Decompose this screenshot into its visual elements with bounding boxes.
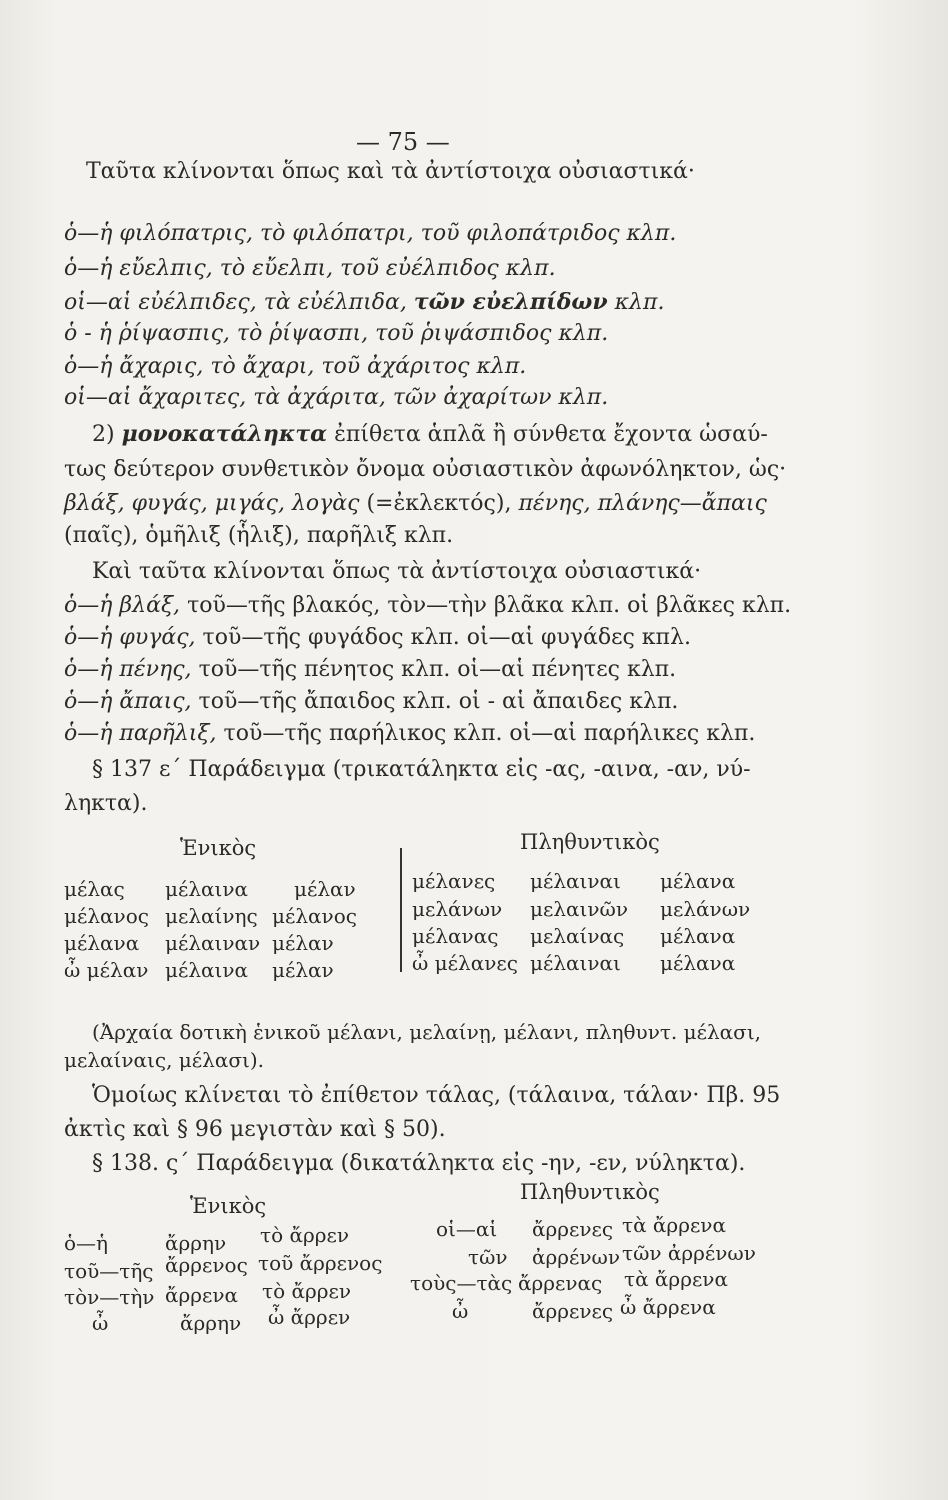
- table2-plural-header: Πληθυντικὸς: [520, 1180, 660, 1204]
- table1-cell: μέλαν: [294, 877, 356, 901]
- text-line: (παῖς), ὁμῆλιξ (ἧλιξ), παρῆλιξ κλπ.: [64, 523, 454, 548]
- text-line: Καὶ ταῦτα κλίνονται ὅπως τὰ ἀντίστοιχα οὐσιαστικά·: [92, 559, 702, 584]
- table2-cell: ὦ: [452, 1299, 469, 1323]
- table2-cell: οἱ—αἱ: [436, 1217, 498, 1241]
- table2-cell: τῶν: [468, 1245, 508, 1269]
- table2-singular-header: Ἑνικὸς: [190, 1194, 267, 1218]
- text-line: Ὁμοίως κλίνεται τὸ ἐπίθετον τάλας, (τάλαινα, τάλαν· Πβ. 95: [92, 1083, 781, 1108]
- table1-cell: μέλανα: [64, 931, 140, 955]
- table1-cell: μελαίνας: [530, 924, 625, 948]
- text-line: 2) μονοκατάληκτα ἐπίθετα ἁπλᾶ ἢ σύνθετα ἔχοντα ὡσαύ-: [92, 421, 768, 447]
- table2-cell: τὸν—τὴν: [64, 1285, 155, 1309]
- table1-cell: ὦ μέλανες: [412, 951, 518, 975]
- text-line: ὁ—ἡ ἄπαις, τοῦ—τῆς ἄπαιδος κλπ. οἱ - αἱ ἄπαιδες κλπ.: [64, 689, 679, 714]
- text-line: ὁ—ἡ εὔελπις, τὸ εὔελπι, τοῦ εὐέλπιδος κλπ.: [64, 256, 556, 281]
- table1-cell: μελαίνης: [165, 904, 258, 928]
- table1-cell: μέλαινα: [165, 958, 249, 982]
- text-line: βλάξ, φυγάς, μιγάς, λογὰς (=ἐκλεκτός), πένης, πλάνης—ἄπαις: [64, 491, 767, 516]
- table1-cell: ὦ μέλαν: [64, 958, 149, 982]
- text-line: ὁ—ἡ παρῆλιξ, τοῦ—τῆς παρήλικος κλπ. οἱ—αἱ παρήλικες κλπ.: [64, 721, 756, 746]
- table2-cell: τὸ ἄρρεν: [262, 1279, 352, 1303]
- text-line: ὁ—ἡ πένης, τοῦ—τῆς πένητος κλπ. οἱ—αἱ πένητες κλπ.: [64, 657, 677, 682]
- text-line: (Ἀρχαία δοτικὴ ἑνικοῦ μέλανι, μελαίνῃ, μέλανι, πληθυντ. μέλασι,: [92, 1020, 762, 1044]
- table2-cell: τοὺς—τὰς: [410, 1271, 513, 1295]
- table-divider: [400, 848, 402, 972]
- table1-cell: μέλας: [64, 877, 125, 901]
- table2-cell: ἄρρην: [180, 1311, 242, 1335]
- table2-cell: ὦ ἄρρενα: [620, 1295, 716, 1319]
- table2-cell: τὰ ἄρρενα: [622, 1213, 726, 1237]
- table1-cell: μελαινῶν: [530, 897, 629, 921]
- table2-cell: τῶν ἀρρένων: [622, 1241, 756, 1265]
- table2-cell: τὸ ἄρρεν: [260, 1223, 350, 1247]
- text-line: ὁ—ἡ ἄχαρις, τὸ ἄχαρι, τοῦ ἀχάριτος κλπ.: [64, 354, 527, 379]
- table1-cell: μέλαν: [272, 958, 334, 982]
- text-line: ληκτα).: [64, 791, 148, 816]
- table1-cell: μέλαν: [272, 931, 334, 955]
- table1-cell: μέλαινα: [165, 877, 249, 901]
- text-line: τως δεύτερον συνθετικὸν ὄνομα οὐσιαστικὸν ἀφωνόληκτον, ὡς·: [64, 457, 787, 482]
- table2-cell: ὦ ἄρρεν: [268, 1305, 351, 1329]
- table1-singular-header: Ἑνικὸς: [180, 836, 257, 860]
- table1-cell: μέλανας: [412, 924, 499, 948]
- table2-cell: ἄρρην: [165, 1231, 227, 1255]
- text-line: οἱ—αἱ ἄχαριτες, τὰ ἀχάριτα, τῶν ἀχαρίτων κλπ.: [64, 385, 609, 410]
- text-line: μελαίναις, μέλασι).: [64, 1048, 264, 1072]
- table1-plural-header: Πληθυντικὸς: [520, 830, 660, 854]
- table2-cell: ἄρρενος: [165, 1253, 248, 1277]
- table1-cell: μελάνων: [660, 897, 751, 921]
- table2-cell: ἀρρένων: [532, 1245, 621, 1269]
- table2-cell: ὦ: [92, 1311, 109, 1335]
- table2-cell: τοῦ—τῆς: [64, 1259, 154, 1283]
- table2-cell: ἄρρενα: [165, 1283, 239, 1307]
- text-line: ὁ—ἡ φυγάς, τοῦ—τῆς φυγάδος κλπ. οἱ—αἱ φυγάδες κπλ.: [64, 625, 691, 650]
- text-line: ὁ—ἡ βλάξ, τοῦ—τῆς βλακός, τὸν—τὴν βλᾶκα κλπ. οἱ βλᾶκες κλπ.: [64, 593, 792, 618]
- section-137-heading: § 137 ε΄ Παράδειγμα (τρικατάληκτα εἰς -ας, -αινα, -αν, νύ-: [92, 757, 751, 782]
- table1-cell: μέλαιναι: [530, 869, 621, 893]
- table2-cell: τοῦ ἄρρενος: [258, 1251, 383, 1275]
- table2-cell: τὰ ἄρρενα: [624, 1267, 728, 1291]
- table2-cell: ἄρρενες: [532, 1299, 614, 1323]
- text-line: ὁ - ἡ ῥίψασπις, τὸ ῥίψασπι, τοῦ ῥιψάσπιδος κλπ.: [64, 321, 609, 346]
- intro-line: Ταῦτα κλίνονται ὅπως καὶ τὰ ἀντίστοιχα οὐσιαστικά·: [86, 159, 695, 184]
- text-line: ἀκτὶς καὶ § 96 μεγιστὰν καὶ § 50).: [64, 1117, 446, 1142]
- table1-cell: μέλαιναι: [530, 951, 621, 975]
- table1-cell: μέλανα: [660, 869, 736, 893]
- table1-cell: μέλανος: [272, 904, 357, 928]
- table2-cell: ἄρρενας: [518, 1271, 603, 1295]
- text-line: ὁ—ἡ φιλόπατρις, τὸ φιλόπατρι, τοῦ φιλοπάτριδος κλπ.: [64, 221, 677, 246]
- table2-cell: ὁ—ἡ: [64, 1231, 109, 1255]
- table2-cell: ἄρρενες: [532, 1217, 614, 1241]
- section-138-heading: § 138. ς΄ Παράδειγμα (δικατάληκτα εἰς -ην, -εν, νύληκτα).: [92, 1151, 746, 1176]
- table1-cell: μέλανα: [660, 951, 736, 975]
- table1-cell: μέλανος: [64, 904, 149, 928]
- table1-cell: μέλανα: [660, 924, 736, 948]
- text-line: οἱ—αἱ εὐέλπιδες, τὰ εὐέλπιδα, τῶν εὐελπίδων κλπ.: [64, 289, 665, 315]
- table1-cell: μέλαιναν: [165, 931, 261, 955]
- table1-cell: μελάνων: [412, 897, 503, 921]
- page-number: — 75 —: [356, 128, 450, 156]
- table1-cell: μέλανες: [412, 869, 496, 893]
